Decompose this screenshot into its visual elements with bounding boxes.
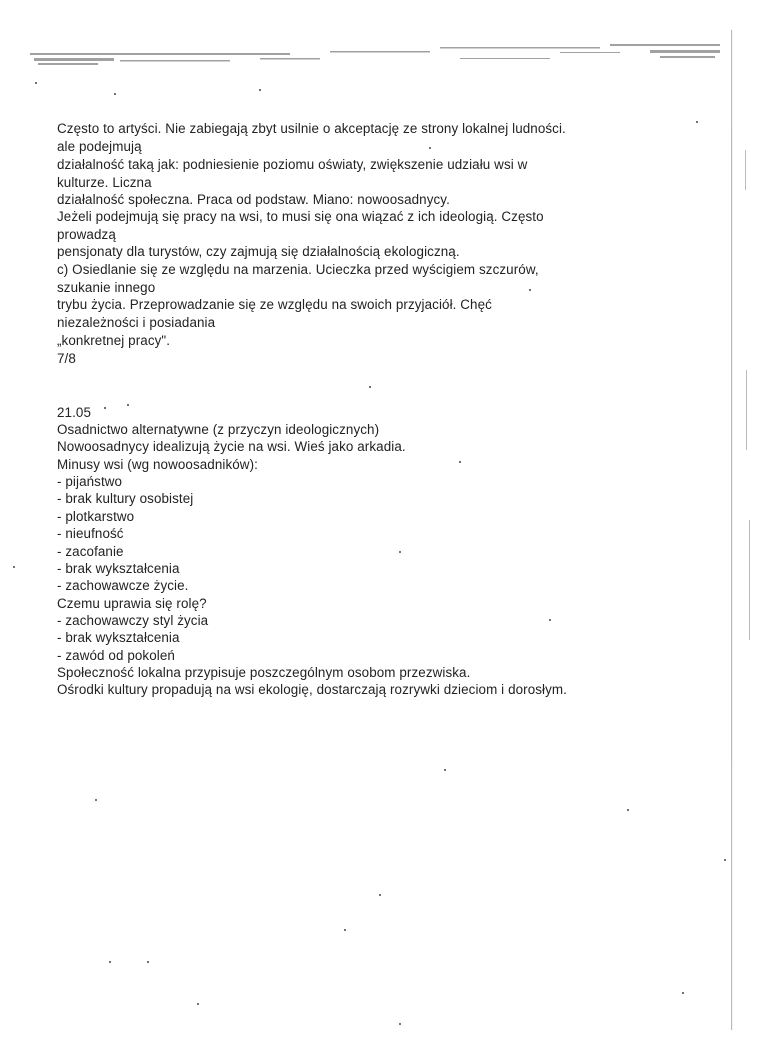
list-item: - zachowawczy styl życia bbox=[57, 613, 209, 628]
list-item: - brak kultury osobistej bbox=[57, 491, 194, 506]
right-edge-shadow bbox=[731, 30, 750, 1030]
text-line: trybu życia. Przeprowadzanie się ze względu na swoich przyjaciół. Chęć bbox=[57, 297, 492, 312]
list-item: - zacofanie bbox=[57, 544, 124, 559]
text-line: niezależności i posiadania bbox=[57, 315, 216, 330]
list-item: - plotkarstwo bbox=[57, 509, 135, 524]
text-line: ale podejmują bbox=[57, 139, 142, 154]
list-item: - brak wykształcenia bbox=[57, 561, 180, 576]
list-item: - zawód od pokoleń bbox=[57, 648, 175, 663]
text-line: kulturze. Liczna bbox=[57, 175, 152, 190]
list-item: - zachowawcze życie. bbox=[57, 578, 189, 593]
text-line: Ośrodki kultury propadują na wsi ekologię, dostarczają rozrywki dzieciom i dorosłym. bbox=[57, 682, 568, 697]
section-date: 21.05 bbox=[57, 405, 92, 420]
text-line: szukanie innego bbox=[57, 280, 156, 295]
text-line: Często to artyści. Nie zabiegają zbyt usilnie o akceptację ze strony lokalnej ludności. bbox=[57, 121, 566, 136]
text-line: „konkretnej pracy". bbox=[57, 333, 171, 348]
text-line: pensjonaty dla turystów, czy zajmują się działalnością ekologiczną. bbox=[57, 244, 460, 259]
text-line: Osadnictwo alternatywne (z przyczyn ideologicznych) bbox=[57, 422, 380, 437]
text-line: c) Osiedlanie się ze względu na marzenia. Ucieczka przed wyścigiem szczurów, bbox=[57, 262, 539, 277]
text-line: działalność społeczna. Praca od podstaw. Miano: nowoosadnycy. bbox=[57, 192, 450, 207]
text-line: Nowoosadnycy idealizują życie na wsi. Wieś jako arkadia. bbox=[57, 439, 406, 454]
text-line: działalność taką jak: podniesienie poziomu oświaty, zwiększenie udziału wsi w bbox=[57, 157, 528, 172]
text-line: Czemu uprawia się rolę? bbox=[57, 596, 207, 611]
list-item: - pijaństwo bbox=[57, 474, 123, 489]
header-smudge bbox=[30, 44, 720, 65]
text-line: Społeczność lokalna przypisuje poszczególnym osobom przezwiska. bbox=[57, 665, 471, 680]
text-line: prowadzą bbox=[57, 227, 116, 242]
text-line: Minusy wsi (wg nowoosadników): bbox=[57, 457, 258, 472]
list-item: - nieufność bbox=[57, 526, 124, 541]
text-line: Jeżeli podejmują się pracy na wsi, to musi się ona wiązać z ich ideologią. Często bbox=[57, 209, 544, 224]
page-number: 7/8 bbox=[57, 351, 76, 366]
list-item: - brak wykształcenia bbox=[57, 630, 180, 645]
